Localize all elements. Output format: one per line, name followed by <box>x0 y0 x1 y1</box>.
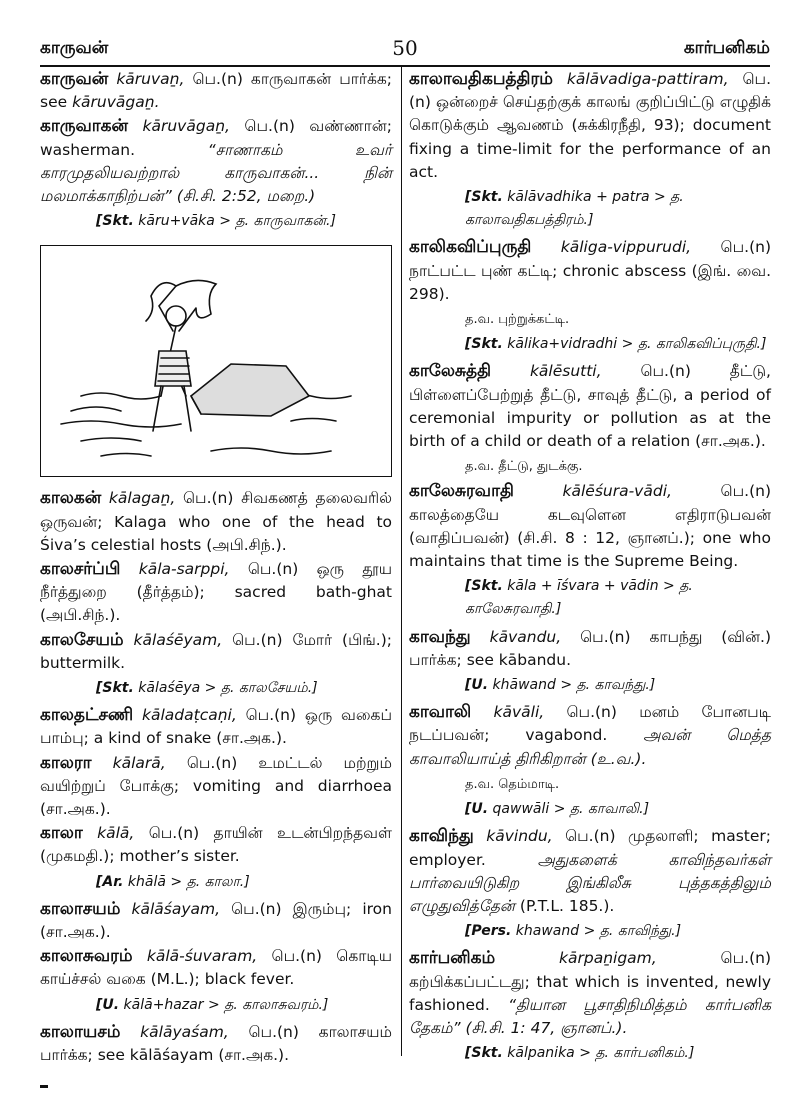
dictionary-entry <box>40 487 392 557</box>
headword: கார்பனிகம் <box>409 948 496 969</box>
definition: பெ.(n) கொடிய காய்ச்சல் வகை (M.L.); black fever. <box>40 947 392 989</box>
citation: (P.T.L. 185.). <box>514 896 615 915</box>
etymology <box>409 1042 771 1065</box>
headword: காவந்து <box>409 626 471 647</box>
transliteration: kāliga-vippurudi, <box>560 238 692 257</box>
etymology-lang: [Skt. <box>96 680 134 697</box>
transliteration: kālāśayam, <box>131 899 221 918</box>
quotation: அவன் மெத்த காவாலியாய்த் திரிகிறான் (உ.வ.). <box>409 726 771 768</box>
etymology <box>40 994 392 1017</box>
dictionary-entry <box>40 68 392 114</box>
column-divider <box>401 66 402 1056</box>
etymology <box>40 210 392 233</box>
etymology-text: kālpanika > த. கார்பனிகம்.] <box>502 1045 695 1062</box>
dictionary-entry <box>40 704 392 750</box>
etymology-text: kālā+hazar > த. காலாசுவரம்.] <box>119 996 329 1013</box>
dictionary-entry <box>409 825 771 918</box>
citation: (சி.சி. 2:52, மறை.) <box>171 187 316 206</box>
transliteration: kālēśura-vādi, <box>562 482 672 501</box>
transliteration: kārpaṉigam, <box>559 949 657 968</box>
dictionary-entry <box>409 947 771 1040</box>
transliteration: kāla-sarppi, <box>138 560 230 579</box>
definition: பெ.(n) மனம் போனபடி நடப்பவன்; vagabond. <box>409 703 771 745</box>
headword: காலகன் <box>40 488 102 509</box>
definition: பெ.(n) காலத்தையே கடவுளென எதிராடுபவன் (வாதிப்பவன்) (சி.சி. 8 : 12, ஞானப்.); one who maintains that time is the Supreme Being. <box>409 482 771 571</box>
transliteration: kālāvadiga-pattiram, <box>566 70 729 88</box>
etymology-lang: [Skt. <box>465 1045 503 1062</box>
etymology-lang: [Skt. <box>96 213 134 230</box>
etymology-lang: [U. <box>465 801 489 818</box>
dictionary-entry <box>40 1021 392 1067</box>
definition: பெ.(n) நாட்பட்ட புண் கட்டி; chronic abscess (இங். வை. 298). <box>409 238 771 303</box>
dictionary-entry <box>40 629 392 675</box>
left-column <box>40 68 392 1068</box>
dictionary-entry <box>409 360 771 453</box>
tamil-equivalent: த.வ. புற்றுக்கட்டி. <box>465 312 570 328</box>
running-header <box>40 38 770 64</box>
definition: பெ.(n) ஒரு தூய நீர்த்துறை (தீர்த்தம்); sacred bath-ghat (அபி.சிந்.). <box>40 560 392 625</box>
transliteration: kāvindu, <box>486 827 553 846</box>
tamil-equivalent: த.வ. தெம்மாடி. <box>465 776 560 792</box>
etymology <box>409 674 771 697</box>
dictionary-entry <box>40 558 392 628</box>
transliteration: kāladaṭcaṇi, <box>142 706 237 725</box>
etymology <box>40 677 392 700</box>
definition: பெ.(n) தாயின் உடன்பிறந்தவள் (முகமதி.); mother’s sister. <box>40 824 392 866</box>
headword: காலசேயம் <box>40 629 124 650</box>
etymology-text: kāla + īśvara + vādin > த. காலேசுரவாதி.] <box>465 578 693 618</box>
transliteration: kāruvaṉ, <box>116 70 185 88</box>
transliteration: kālarā, <box>112 753 166 772</box>
transliteration: kāvāli, <box>493 703 545 722</box>
definition: பெ.(n) மோர் (பிங்.); buttermilk. <box>40 630 392 672</box>
definition: பெ.(n) தீட்டு, பிள்ளைப்பேற்றுத் தீட்டு, சாவுத் தீட்டு, a period of ceremonial impurity or pollution as at the birth of a child or death of a relation (சா.அக.). <box>409 362 771 451</box>
tamil-equivalent: த.வ. தீட்டு, துடக்கு. <box>465 459 583 475</box>
headword: காலேசுரவாதி <box>409 481 514 502</box>
transliteration: kālā, <box>97 824 135 843</box>
transliteration: kālaśēyam, <box>133 630 223 649</box>
quotation: “சாணாகம் உவர் காரமுதலியவற்றால் காருவாகன்... நின் மலமாக்காநிற்பன்” <box>40 140 392 206</box>
etymology <box>409 920 771 943</box>
etymology <box>409 186 771 232</box>
page-number: 50 <box>392 36 418 60</box>
header-first-word: காருவன் <box>40 38 109 58</box>
etymology-text: khālā > த. காலா.] <box>123 873 250 890</box>
quotation: அதுகளைக் காவிந்தவர்கள் பார்வையிடுகிற இங்கிலீசு புத்தகத்திலும் எழுதுவித்தேன் <box>409 850 771 915</box>
header-rule <box>40 65 770 67</box>
definition: பெ.(n) காபந்து (வின்.) பார்க்க; see kābandu. <box>409 627 771 669</box>
dictionary-entry <box>409 236 771 306</box>
dictionary-entry <box>409 701 771 771</box>
etymology-text: khāwand > த. காவந்து.] <box>488 677 656 694</box>
etymology-text: kālāvadhika + patra > த. காலாவதிகபத்திரம்.] <box>465 189 684 229</box>
definition: பெ.(n) உமட்டல் மற்றும் வயிற்றுப் போக்கு; vomiting and diarrhoea (சா.அக.). <box>40 753 392 819</box>
etymology-lang: [U. <box>96 996 120 1013</box>
definition: பெ.(n) இரும்பு; iron (சா.அக.). <box>40 899 392 942</box>
transliteration: kālā-śuvaram, <box>146 947 258 966</box>
headword: காலாயசம் <box>40 1021 121 1042</box>
etymology-lang: [U. <box>465 677 489 694</box>
etymology-lang: [Ar. <box>96 873 124 890</box>
etymology-lang: [Skt. <box>465 189 503 206</box>
washerman-illustration <box>40 245 392 477</box>
headword: காருவன் <box>40 69 109 89</box>
headword: காலாவதிகபத்திரம் <box>409 69 553 89</box>
page-mark <box>40 1085 48 1088</box>
dictionary-entry <box>409 626 771 672</box>
headword: காலரா <box>40 752 92 773</box>
citation: (சி.சி. 1: 47, ஞானப்.). <box>460 1018 628 1037</box>
headword: காலாசயம் <box>40 898 121 919</box>
dictionary-entry <box>40 822 392 868</box>
definition: பெ.(n) காருவாகன் பார்க்க; see <box>40 70 392 112</box>
headword: காவாலி <box>409 702 472 723</box>
definition: பெ.(n) கற்பிக்கப்பட்டது; that which is invented, newly fashioned. <box>409 949 771 1014</box>
etymology <box>409 333 771 356</box>
transliteration: kāruvāgaṉ, <box>142 117 230 136</box>
header-last-word: கார்பனிகம் <box>683 38 770 58</box>
dictionary-entry <box>40 898 392 944</box>
etymology-text: kālika+vidradhi > த. காலிகவிப்புருதி.] <box>502 336 767 353</box>
transliteration: kālāyaśam, <box>140 1022 229 1041</box>
etymology-text: kālaśēya > த. காலசேயம்.] <box>133 680 318 697</box>
definition: பெ.(n) காலாசயம் பார்க்க; see kālāśayam (சா.அக.). <box>40 1022 392 1065</box>
etymology <box>40 871 392 894</box>
definition: பெ.(n) வண்ணான்; washerman. <box>40 117 392 159</box>
definition: பெ.(n) ஒன்றைச் செய்தற்குக் காலங் குறிப்பிட்டு எழுதிக் கொடுக்கும் ஆவணம் (சுக்கிரநீதி, 93); document fixing a time-limit for the performance of an act. <box>409 70 771 181</box>
etymology-text: khawand > த. காவிந்து.] <box>511 923 682 940</box>
etymology-lang: [Skt. <box>465 336 503 353</box>
headword: காலேசுத்தி <box>409 361 492 382</box>
headword: காலா <box>40 823 83 844</box>
dictionary-entry <box>40 752 392 822</box>
transliteration: kālēsutti, <box>529 362 602 381</box>
cross-reference: kāruvāgaṉ. <box>72 93 160 112</box>
headword: காலாசுவரம் <box>40 946 133 967</box>
headword: காலசர்ப்பி <box>40 559 121 580</box>
definition: பெ.(n) ஒரு வகைப் பாம்பு; a kind of snake (சா.அக.). <box>40 706 392 748</box>
washerman-icon <box>41 246 391 476</box>
definition: பெ.(n) முதலாளி; master; employer. <box>409 827 771 869</box>
etymology-lang: [Skt. <box>465 578 503 595</box>
headword: காலிகவிப்புருதி <box>409 237 532 258</box>
etymology-text: qawwāli > த. காவாலி.] <box>488 801 650 818</box>
definition: பெ.(n) சிவகணத் தலைவரில் ஒருவன்; Kalaga who one of the head to Śiva’s celestial hosts (அபி.சிந்.). <box>40 489 392 554</box>
dictionary-entry <box>40 945 392 991</box>
headword: காலதட்சணி <box>40 705 134 726</box>
transliteration: kāvandu, <box>489 627 562 646</box>
etymology-text: kāru+vāka > த. காருவாகன்.] <box>133 213 336 230</box>
etymology <box>409 798 771 821</box>
dictionary-entry <box>409 68 771 184</box>
dictionary-entry <box>40 115 392 208</box>
right-column <box>409 68 771 1069</box>
headword: காவிந்து <box>409 826 474 847</box>
etymology <box>409 575 771 621</box>
dictionary-entry <box>409 480 771 573</box>
quotation: “தியான பூசாதிநிமித்தம் கார்பனிக தேகம்” <box>409 995 771 1037</box>
transliteration: kālagaṉ, <box>108 489 176 508</box>
headword: காருவாகன் <box>40 116 129 137</box>
etymology-lang: [Pers. <box>465 923 512 940</box>
